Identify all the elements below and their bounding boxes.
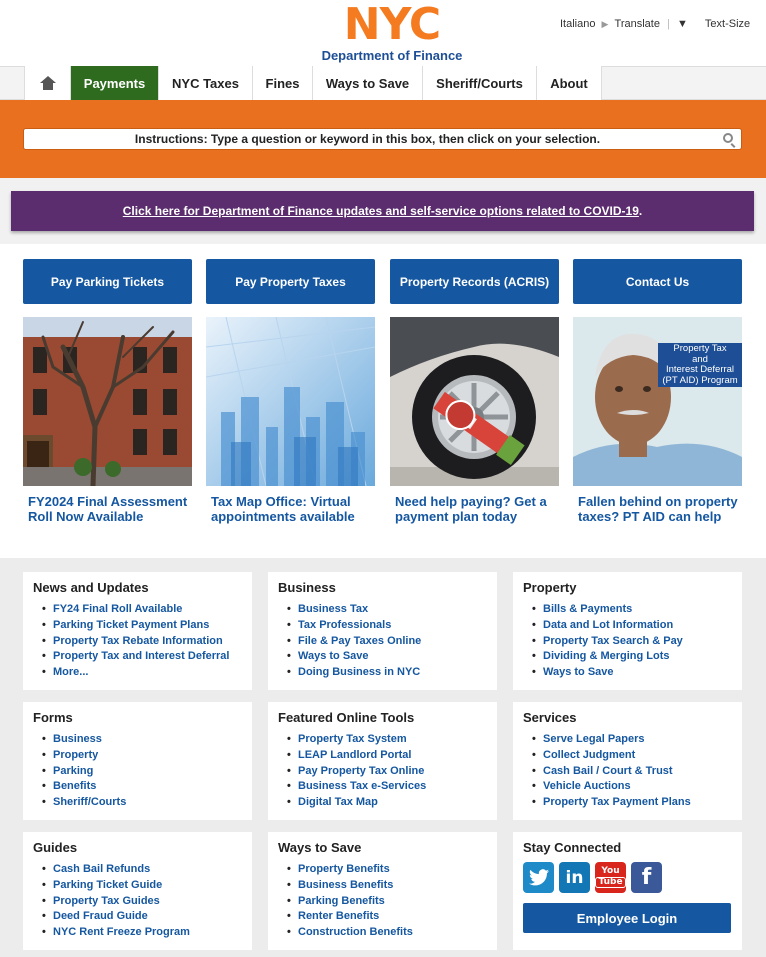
panel-title: Forms — [33, 710, 73, 725]
panel-link[interactable]: • Business Tax — [278, 602, 487, 618]
panel-link[interactable]: • Digital Tax Map — [278, 795, 487, 811]
link-panels — [0, 558, 766, 957]
search-placeholder: Instructions: Type a question or keyword in this box, then click on your selection. — [134, 132, 601, 146]
panel-link[interactable]: • Pay Property Tax Online — [278, 764, 487, 780]
employee-login-button[interactable]: Employee Login — [523, 903, 731, 933]
panel-title: News and Updates — [33, 580, 149, 595]
panel-link[interactable]: • Property Tax Search & Pay — [523, 634, 732, 650]
covid-banner[interactable] — [11, 191, 754, 231]
tile-contact — [573, 259, 742, 524]
logo-department-text: Department of Finance — [321, 48, 463, 63]
panel-business — [268, 572, 497, 690]
panel-title: Guides — [33, 840, 78, 855]
panel-link[interactable]: • Property Tax Payment Plans — [523, 795, 732, 811]
panel-title: Stay Connected — [523, 840, 622, 855]
panel-link[interactable]: • Property Tax Rebate Information — [33, 634, 242, 650]
youtube-label-bottom: Tube — [595, 877, 625, 888]
panel-link[interactable]: • Parking Ticket Payment Plans — [33, 618, 242, 634]
panel-link[interactable]: • Business Tax e-Services — [278, 779, 487, 795]
overlay-line: (PT AID) Program — [662, 374, 738, 386]
contact-us-button[interactable]: Contact Us — [573, 259, 742, 304]
nav-payments[interactable]: Payments — [70, 66, 158, 100]
linkedin-icon[interactable]: in — [559, 862, 590, 893]
pt-aid-man-portrait-image[interactable] — [573, 317, 742, 486]
search-icon[interactable] — [723, 133, 733, 143]
panel-link[interactable]: • FY24 Final Roll Available — [33, 602, 242, 618]
nav-about[interactable]: About — [536, 66, 602, 100]
panel-link[interactable]: • Property Tax and Interest Deferral — [33, 649, 242, 665]
panel-link[interactable]: • Vehicle Auctions — [523, 779, 732, 795]
panel-news — [23, 572, 252, 690]
tax-map-city-image[interactable] — [206, 317, 375, 486]
panel-title: Property — [523, 580, 577, 595]
panel-link[interactable]: • Sheriff/Courts — [33, 795, 242, 811]
nav-home[interactable] — [24, 66, 70, 100]
overlay-line: and — [692, 353, 708, 365]
panel-link[interactable]: • Serve Legal Papers — [523, 732, 732, 748]
nav-fines[interactable]: Fines — [252, 66, 312, 100]
search-band — [0, 100, 766, 178]
panel-link[interactable]: • Renter Benefits — [278, 909, 487, 925]
covid-link[interactable]: Click here for Department of Finance updates and self-service options related to COVID-19 — [122, 204, 639, 218]
panel-link[interactable]: • Collect Judgment — [523, 748, 732, 764]
covid-period: . — [638, 204, 643, 218]
pay-property-taxes-button[interactable]: Pay Property Taxes — [206, 259, 375, 304]
tile-property-taxes — [206, 259, 375, 524]
tile-caption-tax-map-office[interactable]: Tax Map Office: Virtual appointments available — [211, 494, 355, 524]
tile-parking — [23, 259, 192, 524]
header-utility-links — [560, 18, 750, 30]
panel-link[interactable]: • Benefits — [33, 779, 242, 795]
panel-link[interactable]: • Tax Professionals — [278, 618, 487, 634]
text-size-link[interactable]: Text-Size — [704, 18, 751, 30]
social-icons — [523, 862, 732, 893]
nav-ways-to-save[interactable]: Ways to Save — [312, 66, 422, 100]
italiano-link[interactable]: Italiano — [560, 18, 596, 30]
feature-tiles — [0, 244, 766, 558]
tile-caption-payment-plan[interactable]: Need help paying? Get a payment plan today — [395, 494, 547, 524]
panel-link[interactable]: • Data and Lot Information — [523, 618, 732, 634]
panel-forms — [23, 702, 252, 820]
brownstone-building-image[interactable] — [23, 317, 192, 486]
panel-property — [513, 572, 742, 690]
panel-link[interactable]: • Ways to Save — [278, 649, 487, 665]
panel-link[interactable]: • File & Pay Taxes Online — [278, 634, 487, 650]
panel-link[interactable]: • Dividing & Merging Lots — [523, 649, 732, 665]
panel-link[interactable]: • Cash Bail / Court & Trust — [523, 764, 732, 780]
panel-stay-connected — [513, 832, 742, 950]
translate-dropdown-icon[interactable]: ▼ — [676, 18, 688, 30]
panel-link[interactable]: • Parking — [33, 764, 242, 780]
panel-guides — [23, 832, 252, 950]
panel-link[interactable]: • Doing Business in NYC — [278, 665, 487, 681]
panel-services — [513, 702, 742, 820]
panel-link[interactable]: • More... — [33, 665, 242, 681]
tile-acris — [390, 259, 559, 524]
search-input[interactable] — [23, 128, 742, 150]
pt-aid-overlay-badge — [658, 343, 742, 387]
nyc-dof-logo[interactable] — [318, 0, 466, 63]
logo-nyc-text: NYC — [343, 0, 441, 50]
panel-link[interactable]: • Business Benefits — [278, 878, 487, 894]
panel-ways-to-save — [268, 832, 497, 950]
panel-online-tools — [268, 702, 497, 820]
property-records-acris-button[interactable]: Property Records (ACRIS) — [390, 259, 559, 304]
panel-link[interactable]: • Property Tax System — [278, 732, 487, 748]
panel-title: Featured Online Tools — [278, 710, 415, 725]
tile-caption-pt-aid[interactable]: Fallen behind on property taxes? PT AID can help — [578, 494, 738, 524]
panel-title: Services — [523, 710, 577, 725]
covid-area — [0, 178, 766, 244]
twitter-icon[interactable] — [523, 862, 554, 893]
caret-right-icon: ▶ — [601, 19, 609, 29]
main-nav — [0, 66, 766, 100]
overlay-line: Interest Deferral — [665, 364, 735, 375]
tile-caption-assessment-roll[interactable]: FY2024 Final Assessment Roll Now Available — [28, 494, 188, 524]
translate-link[interactable]: Translate — [614, 18, 660, 30]
panel-link[interactable]: • Property — [33, 748, 242, 764]
panel-link[interactable]: • Parking Ticket Guide — [33, 878, 242, 894]
panel-link[interactable]: • Parking Benefits — [278, 894, 487, 910]
panel-link[interactable]: • Property Benefits — [278, 862, 487, 878]
panel-title: Business — [278, 580, 336, 595]
panel-link[interactable]: • Bills & Payments — [523, 602, 732, 618]
panel-link[interactable]: • NYC Rent Freeze Program — [33, 925, 242, 941]
youtube-label-top: You — [601, 866, 620, 876]
overlay-line: Property Tax — [673, 343, 727, 354]
nav-sheriff-courts[interactable]: Sheriff/Courts — [422, 66, 536, 100]
panel-link[interactable]: • Property Tax Guides — [33, 894, 242, 910]
divider: | — [667, 18, 670, 30]
booted-car-wheel-image[interactable] — [390, 317, 559, 486]
panel-link[interactable]: • Cash Bail Refunds — [33, 862, 242, 878]
panel-link[interactable]: • Construction Benefits — [278, 925, 487, 941]
site-header — [0, 0, 766, 66]
panel-link[interactable]: • Deed Fraud Guide — [33, 909, 242, 925]
panel-link[interactable]: • Business — [33, 732, 242, 748]
panel-link[interactable]: • Ways to Save — [523, 665, 732, 681]
pay-parking-tickets-button[interactable]: Pay Parking Tickets — [23, 259, 192, 304]
home-icon — [40, 76, 56, 90]
facebook-icon[interactable]: f — [631, 862, 662, 893]
nav-nyc-taxes[interactable]: NYC Taxes — [158, 66, 252, 100]
panel-link[interactable]: • LEAP Landlord Portal — [278, 748, 487, 764]
panel-title: Ways to Save — [278, 840, 362, 855]
youtube-icon[interactable] — [595, 862, 626, 893]
